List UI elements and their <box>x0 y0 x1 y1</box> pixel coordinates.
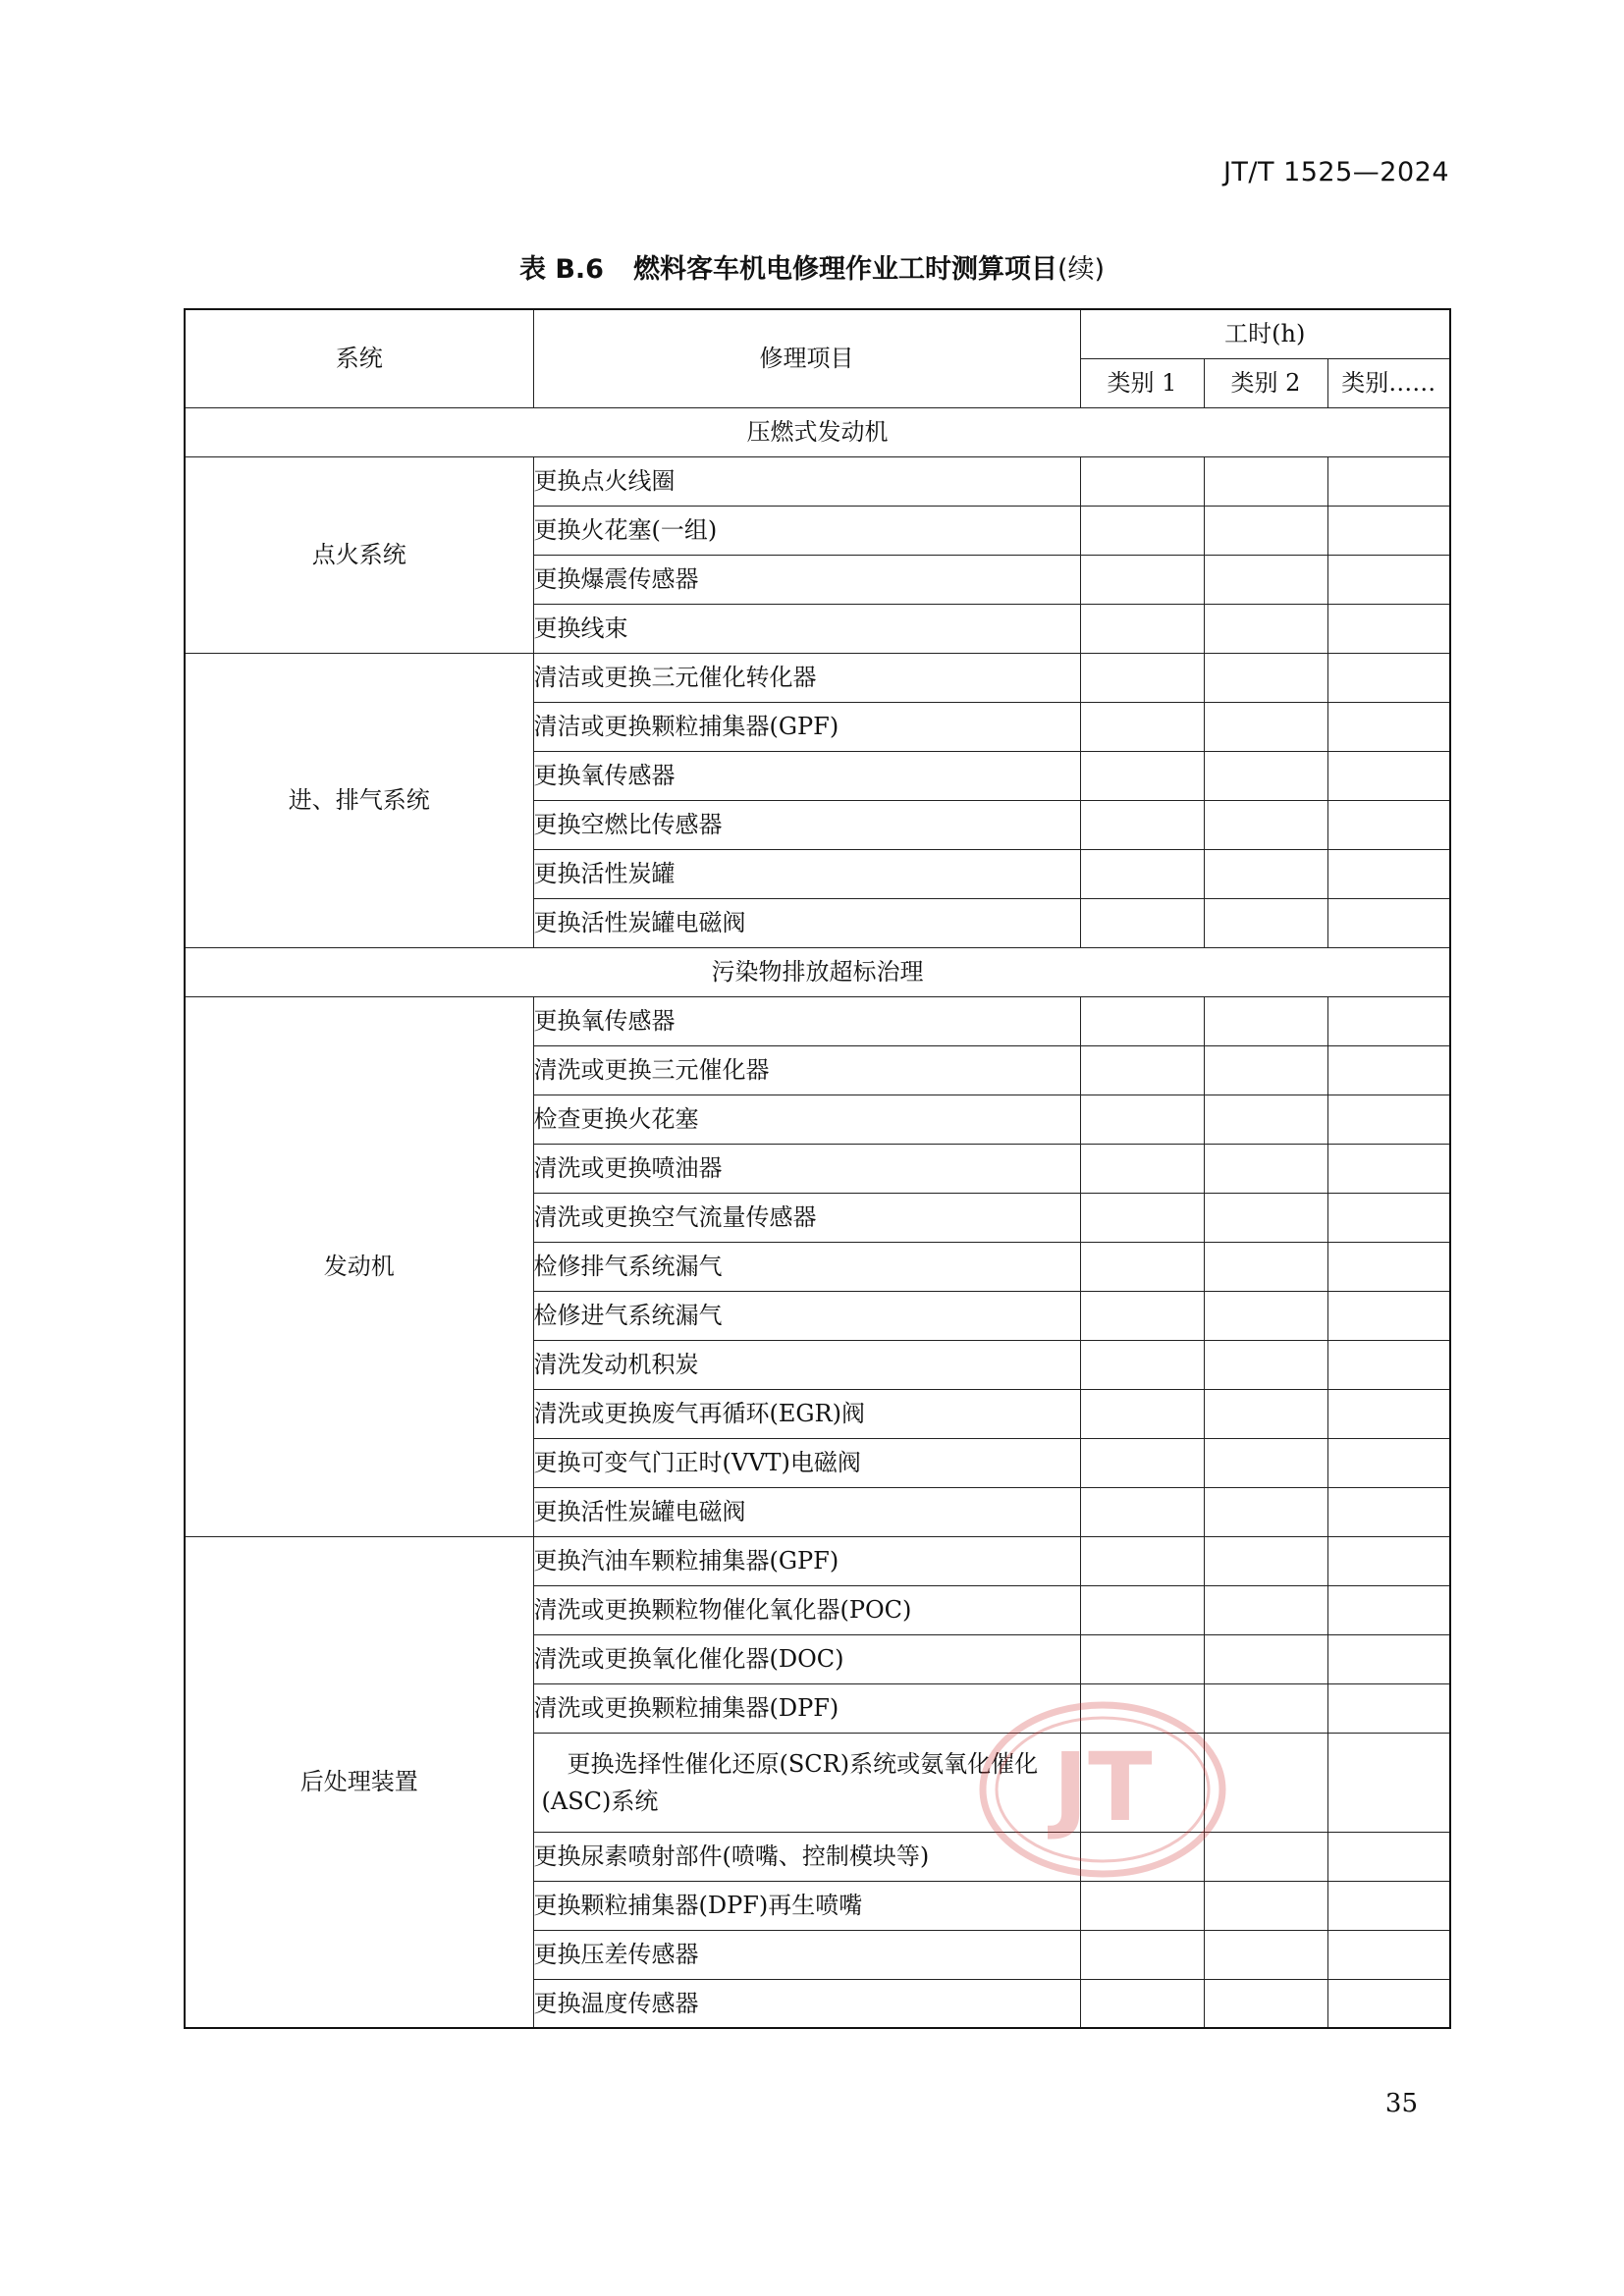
header-work-hours: 工时(h) <box>1080 309 1450 358</box>
hours-cell-category-2[interactable] <box>1204 1585 1327 1634</box>
repair-item-cell: 更换氧传感器 <box>533 751 1080 800</box>
hours-cell-category-2[interactable] <box>1204 1634 1327 1683</box>
hours-cell-category-1[interactable] <box>1080 1832 1204 1881</box>
hours-cell-category-more[interactable] <box>1327 1733 1450 1832</box>
hours-cell-category-more[interactable] <box>1327 456 1450 506</box>
hours-cell-category-more[interactable] <box>1327 1291 1450 1340</box>
section-title: 压燃式发动机 <box>185 407 1450 456</box>
repair-item-cell: 更换选择性催化还原(SCR)系统或氨氧化催化(ASC)系统 <box>533 1733 1080 1832</box>
hours-cell-category-1[interactable] <box>1080 1733 1204 1832</box>
table-title <box>0 247 1624 286</box>
hours-cell-category-1[interactable] <box>1080 1045 1204 1095</box>
hours-cell-category-more[interactable] <box>1327 1979 1450 2028</box>
repair-item-cell: 检修进气系统漏气 <box>533 1291 1080 1340</box>
hours-cell-category-more[interactable] <box>1327 1683 1450 1733</box>
hours-cell-category-more[interactable] <box>1327 1881 1450 1930</box>
hours-cell-category-1[interactable] <box>1080 1389 1204 1438</box>
hours-cell-category-1[interactable] <box>1080 506 1204 555</box>
header-category-more: 类别…… <box>1327 358 1450 407</box>
hours-cell-category-more[interactable] <box>1327 1242 1450 1291</box>
hours-cell-category-2[interactable] <box>1204 1144 1327 1193</box>
hours-cell-category-1[interactable] <box>1080 1536 1204 1585</box>
repair-item-cell: 更换空燃比传感器 <box>533 800 1080 849</box>
repair-item-cell: 清洗或更换颗粒捕集器(DPF) <box>533 1683 1080 1733</box>
hours-cell-category-2[interactable] <box>1204 1340 1327 1389</box>
hours-cell-category-more[interactable] <box>1327 1095 1450 1144</box>
system-cell: 后处理装置 <box>185 1536 533 2028</box>
hours-cell-category-1[interactable] <box>1080 555 1204 604</box>
repair-item-cell: 清洁或更换颗粒捕集器(GPF) <box>533 702 1080 751</box>
hours-cell-category-more[interactable] <box>1327 506 1450 555</box>
hours-cell-category-1[interactable] <box>1080 1979 1204 2028</box>
hours-cell-category-2[interactable] <box>1204 1487 1327 1536</box>
standard-code: JT/T 1525—2024 <box>1222 157 1449 187</box>
hours-cell-category-more[interactable] <box>1327 1045 1450 1095</box>
hours-cell-category-2[interactable] <box>1204 1979 1327 2028</box>
hours-cell-category-2[interactable] <box>1204 1193 1327 1242</box>
repair-item-cell: 更换火花塞(一组) <box>533 506 1080 555</box>
hours-cell-category-2[interactable] <box>1204 996 1327 1045</box>
repair-item-cell: 清洗或更换颗粒物催化氧化器(POC) <box>533 1585 1080 1634</box>
svg-text:JT: JT <box>1053 1733 1153 1842</box>
hours-cell-category-2[interactable] <box>1204 653 1327 702</box>
repair-item-cell: 更换活性炭罐电磁阀 <box>533 1487 1080 1536</box>
hours-cell-category-1[interactable] <box>1080 800 1204 849</box>
hours-cell-category-2[interactable] <box>1204 800 1327 849</box>
hours-cell-category-1[interactable] <box>1080 1683 1204 1733</box>
repair-item-cell: 清洗或更换三元催化器 <box>533 1045 1080 1095</box>
hours-cell-category-more[interactable] <box>1327 1340 1450 1389</box>
hours-cell-category-2[interactable] <box>1204 555 1327 604</box>
hours-cell-category-2[interactable] <box>1204 1832 1327 1881</box>
hours-cell-category-2[interactable] <box>1204 1389 1327 1438</box>
hours-cell-category-2[interactable] <box>1204 702 1327 751</box>
table-continued: (续) <box>1056 254 1106 285</box>
hours-cell-category-1[interactable] <box>1080 702 1204 751</box>
hours-cell-category-2[interactable] <box>1204 1291 1327 1340</box>
hours-cell-category-1[interactable] <box>1080 1438 1204 1487</box>
hours-cell-category-2[interactable] <box>1204 1095 1327 1144</box>
hours-cell-category-1[interactable] <box>1080 604 1204 653</box>
section-title: 污染物排放超标治理 <box>185 947 1450 996</box>
repair-item-cell: 更换点火线圈 <box>533 456 1080 506</box>
repair-item-cell: 更换颗粒捕集器(DPF)再生喷嘴 <box>533 1881 1080 1930</box>
repair-item-cell: 更换压差传感器 <box>533 1930 1080 1979</box>
hours-cell-category-more[interactable] <box>1327 1536 1450 1585</box>
header-system: 系统 <box>185 309 533 407</box>
repair-item-cell: 更换汽油车颗粒捕集器(GPF) <box>533 1536 1080 1585</box>
hours-cell-category-more[interactable] <box>1327 604 1450 653</box>
table-number: 表 B.6 <box>518 254 604 285</box>
hours-cell-category-1[interactable] <box>1080 1291 1204 1340</box>
hours-cell-category-more[interactable] <box>1327 1634 1450 1683</box>
hours-cell-category-more[interactable] <box>1327 996 1450 1045</box>
hours-cell-category-more[interactable] <box>1327 1144 1450 1193</box>
repair-hours-table <box>184 308 1451 2029</box>
hours-cell-category-more[interactable] <box>1327 849 1450 898</box>
hours-cell-category-more[interactable] <box>1327 800 1450 849</box>
repair-item-cell: 更换活性炭罐电磁阀 <box>533 898 1080 947</box>
repair-item-cell: 更换温度传感器 <box>533 1979 1080 2028</box>
repair-item-cell: 清洗或更换废气再循环(EGR)阀 <box>533 1389 1080 1438</box>
repair-item-cell: 检查更换火花塞 <box>533 1095 1080 1144</box>
table-row <box>185 653 1450 702</box>
hours-cell-category-2[interactable] <box>1204 1536 1327 1585</box>
repair-item-cell: 清洁或更换三元催化转化器 <box>533 653 1080 702</box>
hours-cell-category-more[interactable] <box>1327 1193 1450 1242</box>
repair-item-cell: 更换可变气门正时(VVT)电磁阀 <box>533 1438 1080 1487</box>
hours-cell-category-1[interactable] <box>1080 1930 1204 1979</box>
hours-cell-category-1[interactable] <box>1080 898 1204 947</box>
system-cell: 点火系统 <box>185 456 533 653</box>
table-row <box>185 1536 1450 1585</box>
table-row <box>185 456 1450 506</box>
hours-cell-category-2[interactable] <box>1204 1438 1327 1487</box>
repair-item-cell: 更换尿素喷射部件(喷嘴、控制模块等) <box>533 1832 1080 1881</box>
hours-cell-category-1[interactable] <box>1080 1634 1204 1683</box>
hours-cell-category-2[interactable] <box>1204 1930 1327 1979</box>
hours-cell-category-1[interactable] <box>1080 1585 1204 1634</box>
hours-cell-category-2[interactable] <box>1204 898 1327 947</box>
hours-cell-category-more[interactable] <box>1327 751 1450 800</box>
hours-cell-category-1[interactable] <box>1080 1881 1204 1930</box>
repair-item-cell: 更换氧传感器 <box>533 996 1080 1045</box>
table-title-text: 燃料客车机电修理作业工时测算项目 <box>632 254 1057 285</box>
hours-cell-category-2[interactable] <box>1204 1733 1327 1832</box>
hours-cell-category-more[interactable] <box>1327 702 1450 751</box>
hours-cell-category-1[interactable] <box>1080 456 1204 506</box>
table-row <box>185 996 1450 1045</box>
header-category-1: 类别 1 <box>1080 358 1204 407</box>
hours-cell-category-1[interactable] <box>1080 1095 1204 1144</box>
repair-item-cell: 更换活性炭罐 <box>533 849 1080 898</box>
hours-cell-category-more[interactable] <box>1327 1832 1450 1881</box>
hours-cell-category-2[interactable] <box>1204 1242 1327 1291</box>
repair-item-cell: 检修排气系统漏气 <box>533 1242 1080 1291</box>
repair-item-cell: 更换爆震传感器 <box>533 555 1080 604</box>
hours-cell-category-1[interactable] <box>1080 996 1204 1045</box>
hours-cell-category-more[interactable] <box>1327 1438 1450 1487</box>
hours-cell-category-1[interactable] <box>1080 1144 1204 1193</box>
hours-cell-category-more[interactable] <box>1327 1389 1450 1438</box>
hours-cell-category-more[interactable] <box>1327 1487 1450 1536</box>
header-category-2: 类别 2 <box>1204 358 1327 407</box>
hours-cell-category-1[interactable] <box>1080 1487 1204 1536</box>
section-row <box>185 947 1450 996</box>
hours-cell-category-1[interactable] <box>1080 653 1204 702</box>
hours-cell-category-1[interactable] <box>1080 1340 1204 1389</box>
repair-item-cell: 清洗或更换喷油器 <box>533 1144 1080 1193</box>
system-cell: 发动机 <box>185 996 533 1536</box>
system-cell: 进、排气系统 <box>185 653 533 947</box>
hours-cell-category-more[interactable] <box>1327 898 1450 947</box>
hours-cell-category-2[interactable] <box>1204 1881 1327 1930</box>
hours-cell-category-2[interactable] <box>1204 506 1327 555</box>
header-repair-item: 修理项目 <box>533 309 1080 407</box>
hours-cell-category-2[interactable] <box>1204 1683 1327 1733</box>
hours-cell-category-2[interactable] <box>1204 456 1327 506</box>
repair-item-cell: 清洗或更换氧化催化器(DOC) <box>533 1634 1080 1683</box>
hours-cell-category-1[interactable] <box>1080 1193 1204 1242</box>
page-number: 35 <box>1384 2089 1418 2118</box>
hours-cell-category-1[interactable] <box>1080 751 1204 800</box>
hours-cell-category-2[interactable] <box>1204 849 1327 898</box>
repair-item-cell: 清洗发动机积炭 <box>533 1340 1080 1389</box>
hours-cell-category-1[interactable] <box>1080 1242 1204 1291</box>
hours-cell-category-more[interactable] <box>1327 1585 1450 1634</box>
repair-item-cell: 更换线束 <box>533 604 1080 653</box>
hours-cell-category-2[interactable] <box>1204 751 1327 800</box>
hours-cell-category-2[interactable] <box>1204 604 1327 653</box>
hours-cell-category-2[interactable] <box>1204 1045 1327 1095</box>
section-row <box>185 407 1450 456</box>
hours-cell-category-more[interactable] <box>1327 653 1450 702</box>
hours-cell-category-more[interactable] <box>1327 1930 1450 1979</box>
hours-cell-category-1[interactable] <box>1080 849 1204 898</box>
hours-cell-category-more[interactable] <box>1327 555 1450 604</box>
repair-item-cell: 清洗或更换空气流量传感器 <box>533 1193 1080 1242</box>
